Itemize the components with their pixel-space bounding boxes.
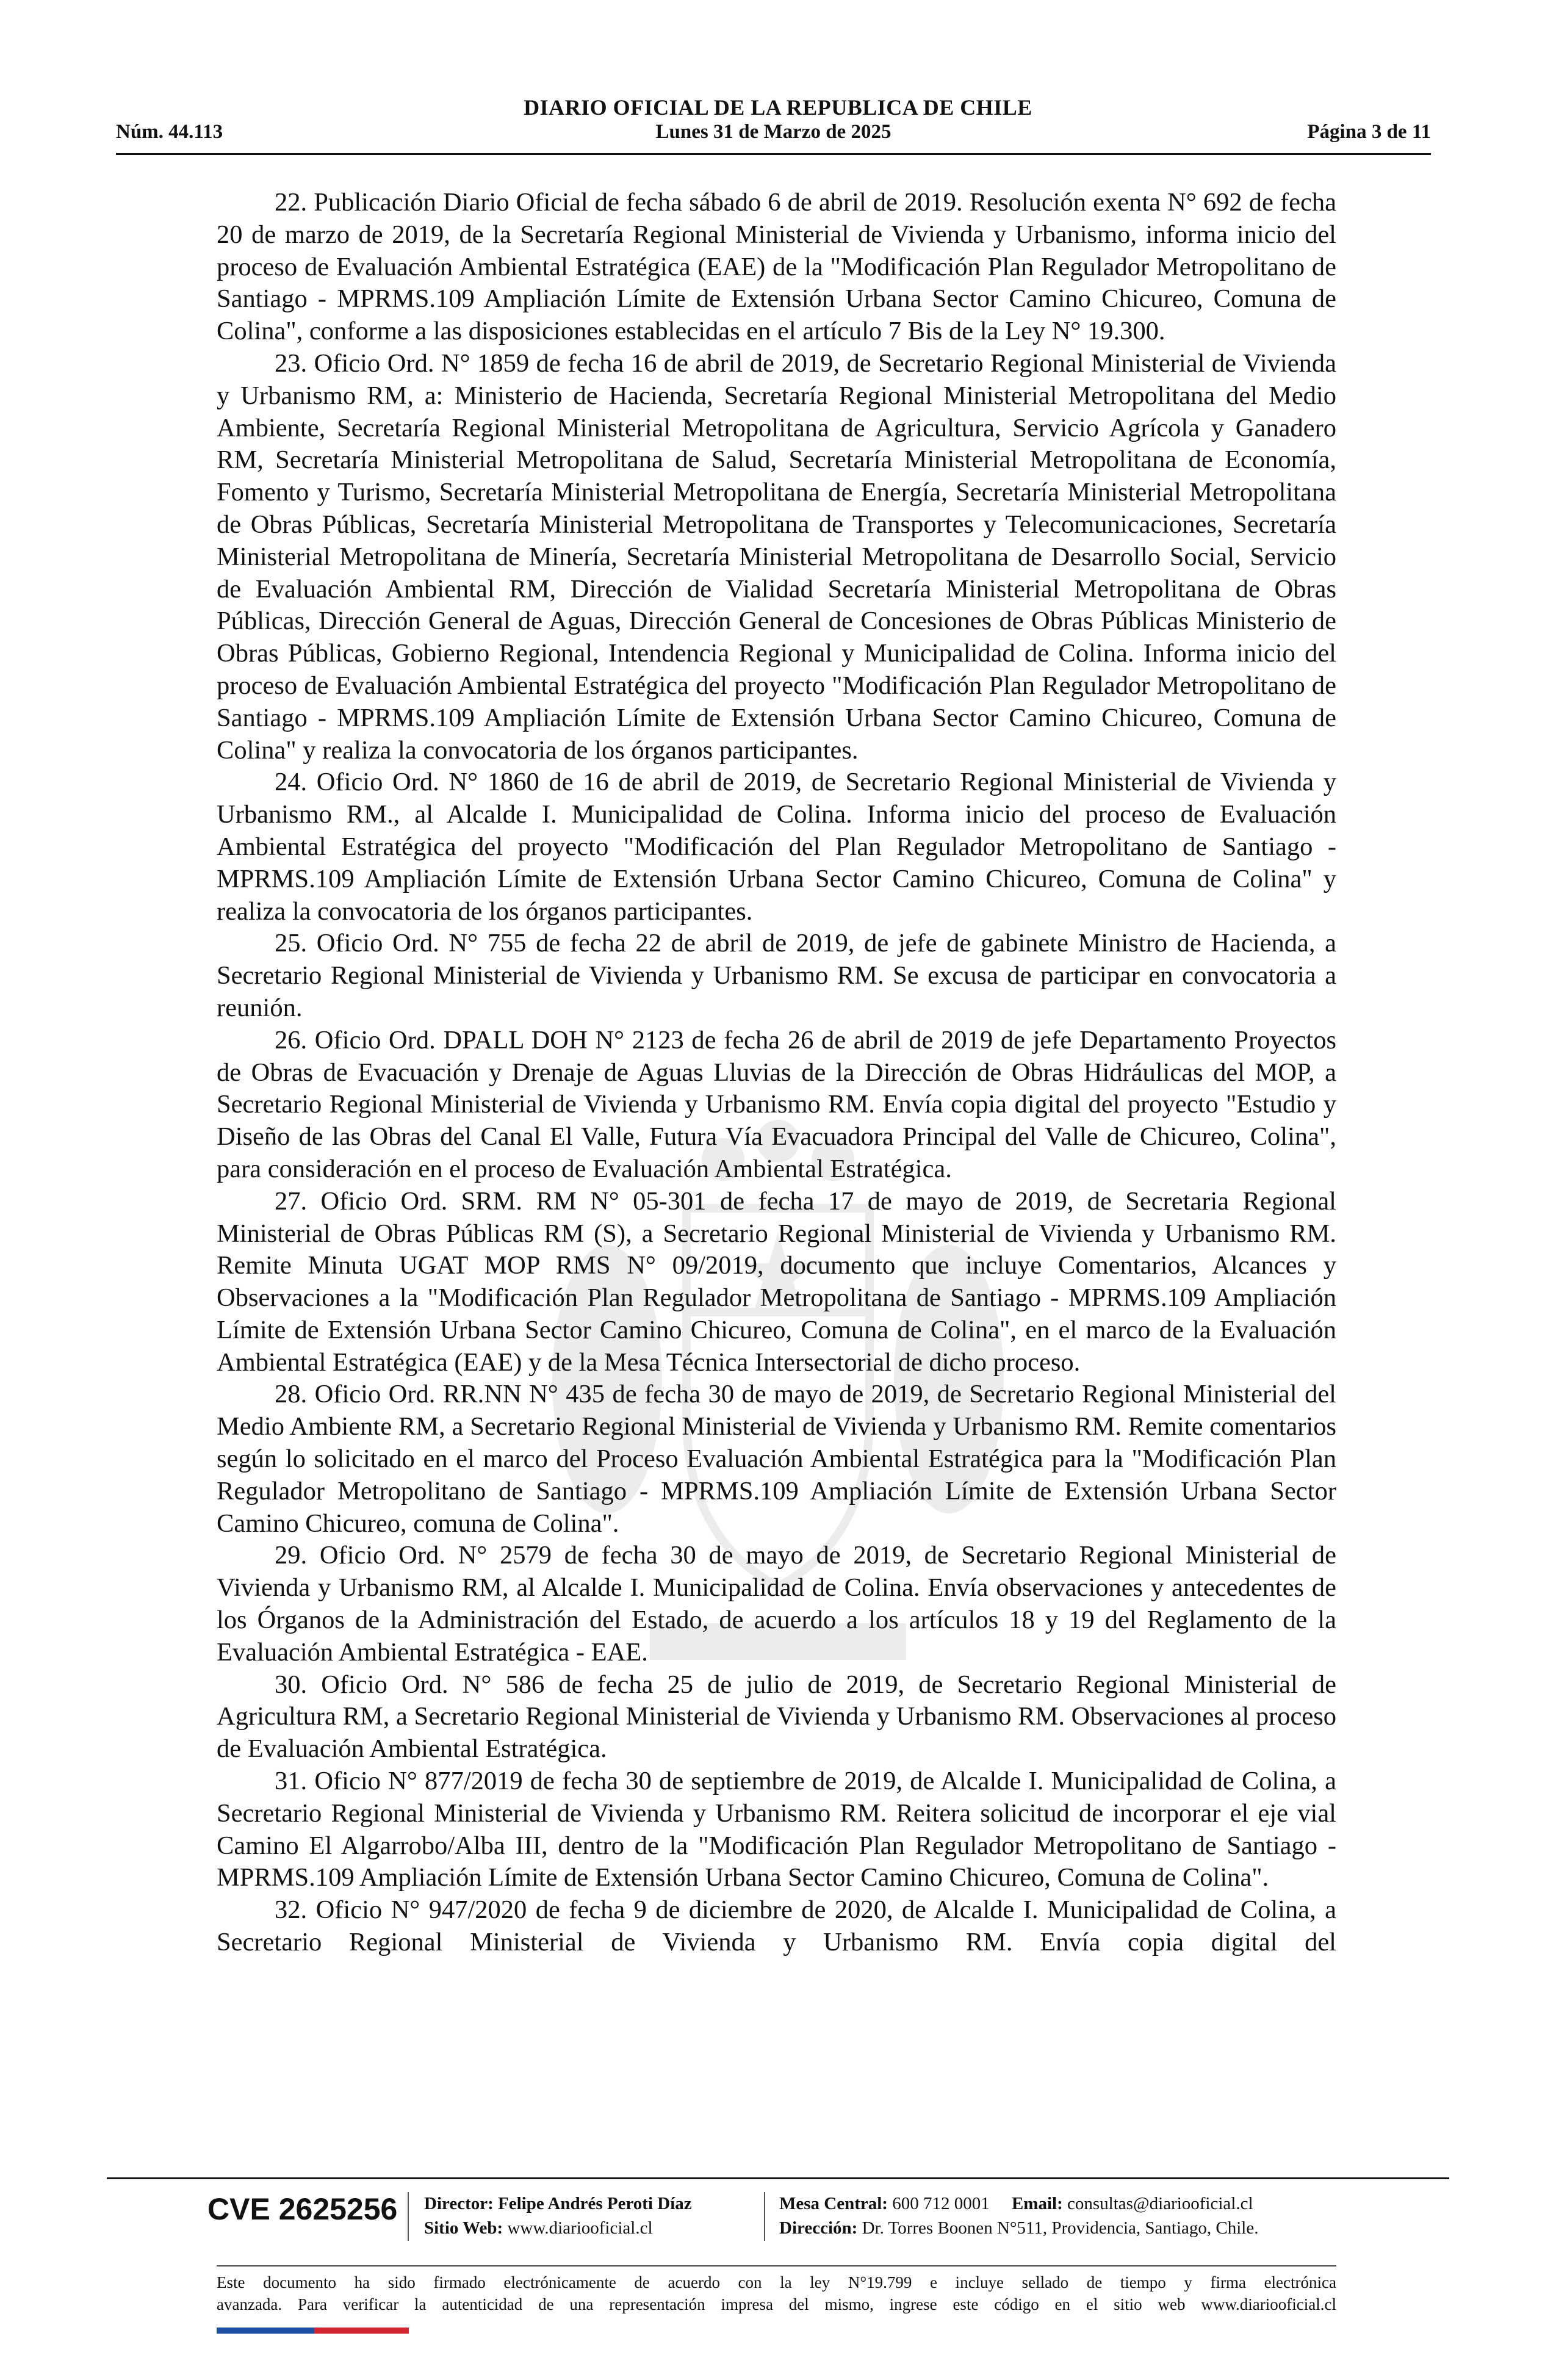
website-label: Sitio Web: (424, 2218, 503, 2238)
legal-disclaimer (217, 2271, 1336, 2315)
email-link[interactable]: consultas@diariooficial.cl (1067, 2194, 1253, 2213)
footer-director-block (424, 2191, 692, 2240)
header-row (116, 121, 1431, 148)
paragraph-28: 28. Oficio Ord. RR.NN N° 435 de fecha 30 de mayo de 2019, de Secretario Regional Ministerial del Medio Ambiente RM, a Secretario Regional Ministerial de Vivienda y Urbanismo RM. Remite comentarios según lo solicitado en el marco del Proceso Evaluación Ambiental Estratégica para la "Modificación Plan Regulador Metropolitano de Santiago - MPRMS.109 Ampliación Límite de Extensión Urbana Sector Camino Chicureo, comuna de Colina". (217, 1380, 1336, 1538)
footer-divider (107, 2177, 1449, 2179)
footer-divider-thin (217, 2265, 1336, 2266)
paragraph-32: 32. Oficio N° 947/2020 de fecha 9 de diciembre de 2020, de Alcalde I. Municipalidad de Colina, a Secretario Regional Ministerial de Vivienda y Urbanismo RM. Envía copia digital del (217, 1895, 1336, 1957)
mesa-phone: 600 712 0001 (892, 2194, 990, 2213)
issue-date: Lunes 31 de Marzo de 2025 (655, 121, 891, 143)
website-link[interactable]: www.diariooficial.cl (507, 2218, 653, 2238)
footer-separator (764, 2192, 765, 2241)
footer-contact-block (779, 2191, 1258, 2240)
flag-red-segment (314, 2328, 409, 2334)
header-divider (116, 153, 1431, 155)
address-value: Dr. Torres Boonen N°511, Providencia, Santiago, Chile. (862, 2218, 1259, 2238)
cve-code: CVE 2625256 (207, 2192, 398, 2226)
paragraph-22: 22. Publicación Diario Oficial de fecha sábado 6 de abril de 2019. Resolución exenta N° 692 de fecha 20 de marzo de 2019, de la Secretaría Regional Ministerial de Vivienda y Urbanismo, informa inicio del proceso de Evaluación Ambiental Estratégica (EAE) de la "Modificación Plan Regulador Metropolitano de Santiago - MPRMS.109 Ampliación Límite de Extensión Urbana Sector Camino Chicureo, Comuna de Colina", conforme a las disposiciones establecidas en el artículo 7 Bis de la Ley N° 19.300. (217, 188, 1336, 346)
page-indicator: Página 3 de 11 (1307, 121, 1431, 143)
paragraph-26: 26. Oficio Ord. DPALL DOH N° 2123 de fecha 26 de abril de 2019 de jefe Departamento Proyectos de Obras de Evacuación y Drenaje de Aguas Lluvias de la Dirección de Obras Hidráulicas del MOP, a Secretario Regional Ministerial de Vivienda y Urbanismo RM. Envía copia digital del proyecto "Estudio y Diseño de las Obras del Canal El Valle, Futura Vía Evacuadora Principal del Valle de Chicureo, Colina", para consideración en el proceso de Evaluación Ambiental Estratégica. (217, 1025, 1336, 1183)
director-label: Director: (424, 2194, 494, 2213)
paragraph-31: 31. Oficio N° 877/2019 de fecha 30 de septiembre de 2019, de Alcalde I. Municipalidad de Colina, a Secretario Regional Ministerial de Vivienda y Urbanismo RM. Reitera solicitud de incorporar el eje vial Camino El Algarrobo/Alba III, dentro de la "Modificación Plan Regulador Metropolitano de Santiago - MPRMS.109 Ampliación Límite de Extensión Urbana Sector Camino Chicureo, Comuna de Colina". (217, 1767, 1336, 1892)
issue-number: Núm. 44.113 (116, 121, 223, 143)
newspaper-title: DIARIO OFICIAL DE LA REPUBLICA DE CHILE (524, 95, 1032, 120)
paragraph-27: 27. Oficio Ord. SRM. RM N° 05-301 de fecha 17 de mayo de 2019, de Secretaria Regional Ministerial de Obras Públicas RM (S), a Secretario Regional Ministerial de Vivienda y Urbanismo RM. Remite Minuta UGAT MOP RMS N° 09/2019, documento que incluye Comentarios, Alcances y Observaciones a la "Modificación Plan Regulador Metropolitana de Santiago - MPRMS.109 Ampliación Límite de Extensión Urbana Sector Camino Chicureo, Comuna de Colina", en el marco de la Evaluación Ambiental Estratégica (EAE) y de la Mesa Técnica Intersectorial de dicho proceso. (217, 1186, 1336, 1377)
footer-separator (408, 2192, 409, 2241)
paragraph-24: 24. Oficio Ord. N° 1860 de 16 de abril de 2019, de Secretario Regional Ministerial de Vivienda y Urbanismo RM., al Alcalde I. Municipalidad de Colina. Informa inicio del proceso de Evaluación Ambiental Estratégica del proyecto "Modificación del Plan Regulador Metropolitano de Santiago - MPRMS.109 Ampliación Límite de Extensión Urbana Sector Camino Chicureo, Comuna de Colina" y realiza la convocatoria de los órganos participantes. (217, 768, 1336, 926)
disclaimer-line-2: avanzada. Para verificar la autenticidad de una representación impresa del mismo, ingrese este código en el sitio web www.diariooficial.cl (217, 2295, 1336, 2313)
document-body (217, 187, 1336, 1959)
paragraph-29: 29. Oficio Ord. N° 2579 de fecha 30 de mayo de 2019, de Secretario Regional Ministerial de Vivienda y Urbanismo RM, al Alcalde I. Municipalidad de Colina. Envía observaciones y antecedentes de los Órganos de la Administración del Estado, de acuerdo a los artículos 18 y 19 del Reglamento de la Evaluación Ambiental Estratégica - EAE. (217, 1541, 1336, 1667)
paragraph-25: 25. Oficio Ord. N° 755 de fecha 22 de abril de 2019, de jefe de gabinete Ministro de Hacienda, a Secretario Regional Ministerial de Vivienda y Urbanismo RM. Se excusa de participar en convocatoria a reunión. (217, 929, 1336, 1022)
flag-color-bar (217, 2328, 409, 2334)
disclaimer-line-1: Este documento ha sido firmado electrónicamente de acuerdo con la ley N°19.799 e incluye sellado de tiempo y firma electrónica (217, 2273, 1336, 2292)
flag-blue-segment (217, 2328, 314, 2334)
director-name: Felipe Andrés Peroti Díaz (498, 2194, 692, 2213)
email-label: Email: (1011, 2194, 1063, 2213)
paragraph-23: 23. Oficio Ord. N° 1859 de fecha 16 de abril de 2019, de Secretario Regional Ministerial de Vivienda y Urbanismo RM, a: Ministerio de Hacienda, Secretaría Regional Ministerial Metropolitana del Medio Ambiente, Secretaría Regional Ministerial Metropolitana de Agricultura, Servicio Agrícola y Ganadero RM, Secretaría Ministerial Metropolitana de Salud, Secretaría Ministerial Metropolitana de Economía, Fomento y Turismo, Secretaría Ministerial Metropolitana de Energía, Secretaría Ministerial Metropolitana de Obras Públicas, Secretaría Ministerial Metropolitana de Transportes y Telecomunicaciones, Secretaría Ministerial Metropolitana de Minería, Secretaría Ministerial Metropolitana de Desarrollo Social, Servicio de Evaluación Ambiental RM, Dirección de Vialidad Secretaría Ministerial Metropolitana de Obras Públicas, Dirección General de Aguas, Dirección General de Concesiones de Obras Públicas Ministerio de Obras Públicas, Gobierno Regional, Intendencia Regional y Municipalidad de Colina. Informa inicio del proceso de Evaluación Ambiental Estratégica del proyecto "Modificación Plan Regulador Metropolitano de Santiago - MPRMS.109 Ampliación Límite de Extensión Urbana Sector Camino Chicureo, Comuna de Colina" y realiza la convocatoria de los órganos participantes. (217, 348, 1336, 765)
mesa-label: Mesa Central: (779, 2194, 888, 2213)
address-label: Dirección: (779, 2218, 858, 2238)
paragraph-30: 30. Oficio Ord. N° 586 de fecha 25 de julio de 2019, de Secretario Regional Ministerial de Agricultura RM, a Secretario Regional Ministerial de Vivienda y Urbanismo RM. Observaciones al proceso de Evaluación Ambiental Estratégica. (217, 1670, 1336, 1764)
